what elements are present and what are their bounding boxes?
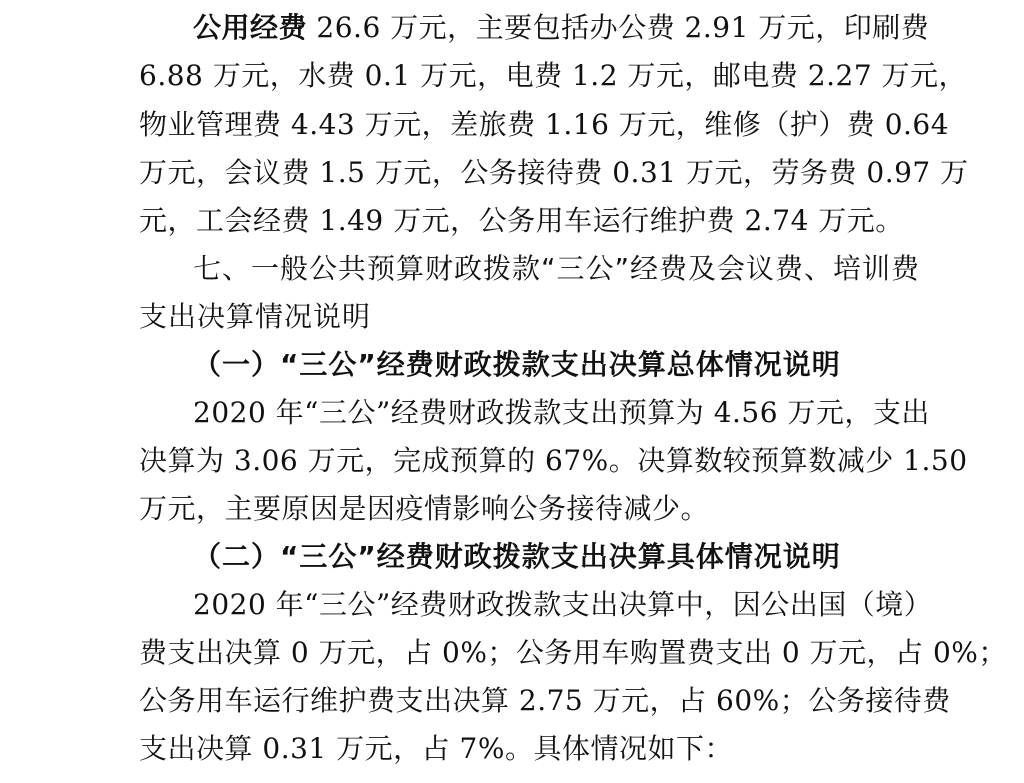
section-seven-heading-line-1: 七、一般公共预算财政拨款“三公”经费及会议费、培训费 [193, 252, 921, 285]
public-expenses-line-3: 物业管理费 4.43 万元，差旅费 1.16 万元，维修（护）费 0.64 [139, 108, 950, 141]
public-expenses-line-1 [193, 8, 953, 48]
public-expenses-line-5: 元，工会经费 1.49 万元，公务用车运行维护费 2.74 万元。 [139, 204, 904, 237]
subsection-one-line-1: 2020 年“三公”经费财政拨款支出预算为 4.56 万元，支出 [193, 396, 930, 429]
subsection-one-line-3: 万元，主要原因是因疫情影响公务接待减少。 [139, 492, 710, 525]
subsection-two-line-1: 2020 年“三公”经费财政拨款支出决算中，因公出国（境） [193, 588, 933, 621]
subsection-two-line-4: 支出决算 0.31 万元，占 7%。具体情况如下： [139, 732, 733, 765]
public-expenses-line-4: 万元，会议费 1.5 万元，公务接待费 0.31 万元，劳务费 0.97 万 [139, 156, 969, 189]
subsection-two-line-3: 公务用车运行维护费支出决算 2.75 万元，占 60%；公务接待费 [139, 684, 951, 717]
public-expenses-line-1-text: 26.6 万元，主要包括办公费 2.91 万元，印刷费 [307, 11, 930, 44]
section-seven-heading-line-2: 支出决算情况说明 [139, 300, 372, 333]
public-expenses-lead: 公用经费 [193, 11, 308, 44]
subsection-two-title: （二）“三公”经费财政拨款支出决算具体情况说明 [193, 540, 841, 573]
public-expenses-line-2: 6.88 万元，水费 0.1 万元，电费 1.2 万元，邮电费 2.27 万元， [139, 59, 968, 92]
subsection-one-title: （一）“三公”经费财政拨款支出决算总体情况说明 [193, 348, 841, 381]
subsection-one-line-2: 决算为 3.06 万元，完成预算的 67%。决算数较预算数减少 1.50 [139, 444, 968, 477]
subsection-two-line-2: 费支出决算 0 万元，占 0%；公务用车购置费支出 0 万元，占 0%； [139, 636, 1007, 669]
